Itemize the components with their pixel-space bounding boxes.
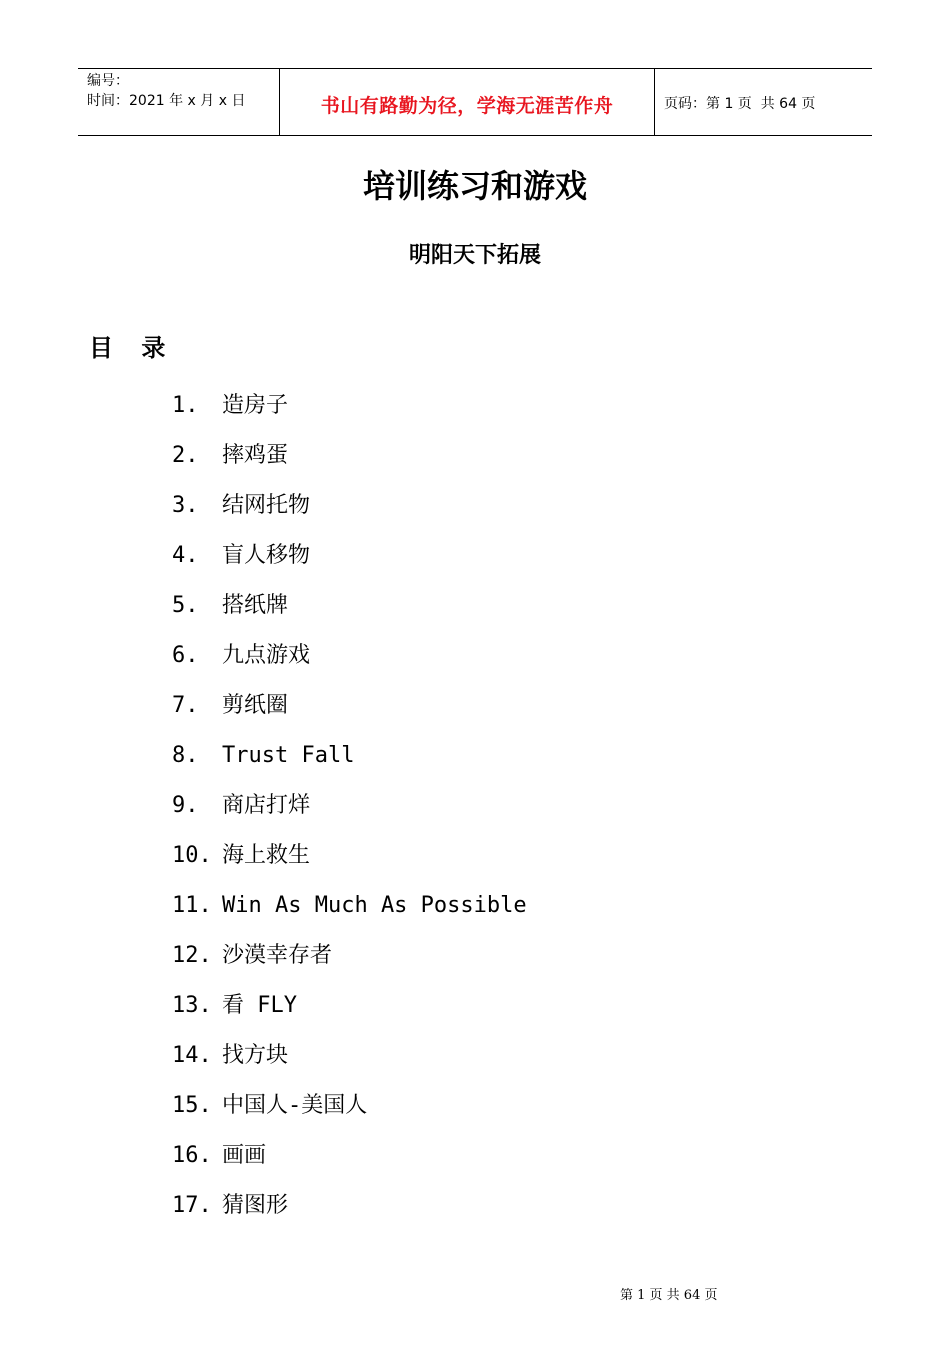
toc-item-label: Trust Fall bbox=[222, 743, 355, 768]
document-header bbox=[78, 68, 872, 136]
toc-item-label: 画画 bbox=[222, 1143, 267, 1168]
toc-item-label: 找方块 bbox=[222, 1043, 289, 1068]
toc-item bbox=[172, 681, 527, 731]
toc-item-number: 1. bbox=[172, 393, 199, 418]
toc-item-number: 5. bbox=[172, 593, 199, 618]
toc-item-label: 海上救生 bbox=[222, 843, 311, 868]
toc-item-label: Win As Much As Possible bbox=[222, 893, 527, 918]
toc-item-number: 8. bbox=[172, 743, 199, 768]
toc-item bbox=[172, 1031, 527, 1081]
toc-item-number: 11. bbox=[172, 893, 212, 918]
header-time-label: 时间：2021 年 x 月 x 日 bbox=[87, 93, 246, 109]
header-page-info: 页码：第 1 页 共 64 页 bbox=[664, 96, 816, 112]
header-meta-cell bbox=[78, 69, 280, 135]
toc-list bbox=[172, 381, 527, 1231]
toc-item-number: 17. bbox=[172, 1193, 212, 1218]
toc-item-number: 2. bbox=[172, 443, 199, 468]
toc-item-number: 13. bbox=[172, 993, 212, 1018]
toc-item-label: 商店打烊 bbox=[222, 793, 311, 818]
toc-item-number: 3. bbox=[172, 493, 199, 518]
toc-item bbox=[172, 731, 527, 781]
toc-item-label: 中国人-美国人 bbox=[222, 1093, 368, 1118]
document-subtitle: 明阳天下拓展 bbox=[408, 243, 541, 268]
toc-item-label: 猜图形 bbox=[222, 1193, 289, 1218]
toc-item bbox=[172, 631, 527, 681]
toc-item-number: 10. bbox=[172, 843, 212, 868]
document-title: 培训练习和游戏 bbox=[362, 167, 587, 205]
page-footer: 第 1 页 共 64 页 bbox=[620, 1288, 718, 1303]
toc-item bbox=[172, 881, 527, 931]
toc-item bbox=[172, 381, 527, 431]
toc-item-label: 造房子 bbox=[222, 393, 289, 418]
toc-item bbox=[172, 481, 527, 531]
toc-item bbox=[172, 931, 527, 981]
toc-item-number: 14. bbox=[172, 1043, 212, 1068]
toc-item bbox=[172, 831, 527, 881]
toc-item bbox=[172, 981, 527, 1031]
toc-item bbox=[172, 1081, 527, 1131]
toc-item-number: 15. bbox=[172, 1093, 212, 1118]
toc-item-number: 6. bbox=[172, 643, 199, 668]
toc-item-number: 7. bbox=[172, 693, 199, 718]
toc-item-label: 搭纸牌 bbox=[222, 593, 289, 618]
header-motto: 书山有路勤为径，学海无涯苦作舟 bbox=[280, 69, 655, 135]
toc-item-label: 剪纸圈 bbox=[222, 693, 289, 718]
toc-item-number: 12. bbox=[172, 943, 212, 968]
toc-item bbox=[172, 431, 527, 481]
toc-item-label: 盲人移物 bbox=[222, 543, 311, 568]
toc-item bbox=[172, 1131, 527, 1181]
toc-item bbox=[172, 581, 527, 631]
toc-item bbox=[172, 1181, 527, 1231]
toc-item-number: 9. bbox=[172, 793, 199, 818]
header-number-label: 编号： bbox=[87, 73, 129, 89]
toc-item-number: 16. bbox=[172, 1143, 212, 1168]
toc-item bbox=[172, 781, 527, 831]
toc-item-label: 看 FLY bbox=[222, 993, 297, 1018]
toc-item-label: 摔鸡蛋 bbox=[222, 443, 289, 468]
toc-item-label: 九点游戏 bbox=[222, 643, 311, 668]
toc-item bbox=[172, 531, 527, 581]
toc-heading: 目 录 bbox=[89, 334, 176, 362]
toc-item-label: 结网托物 bbox=[222, 493, 311, 518]
toc-item-number: 4. bbox=[172, 543, 199, 568]
toc-item-label: 沙漠幸存者 bbox=[222, 943, 333, 968]
